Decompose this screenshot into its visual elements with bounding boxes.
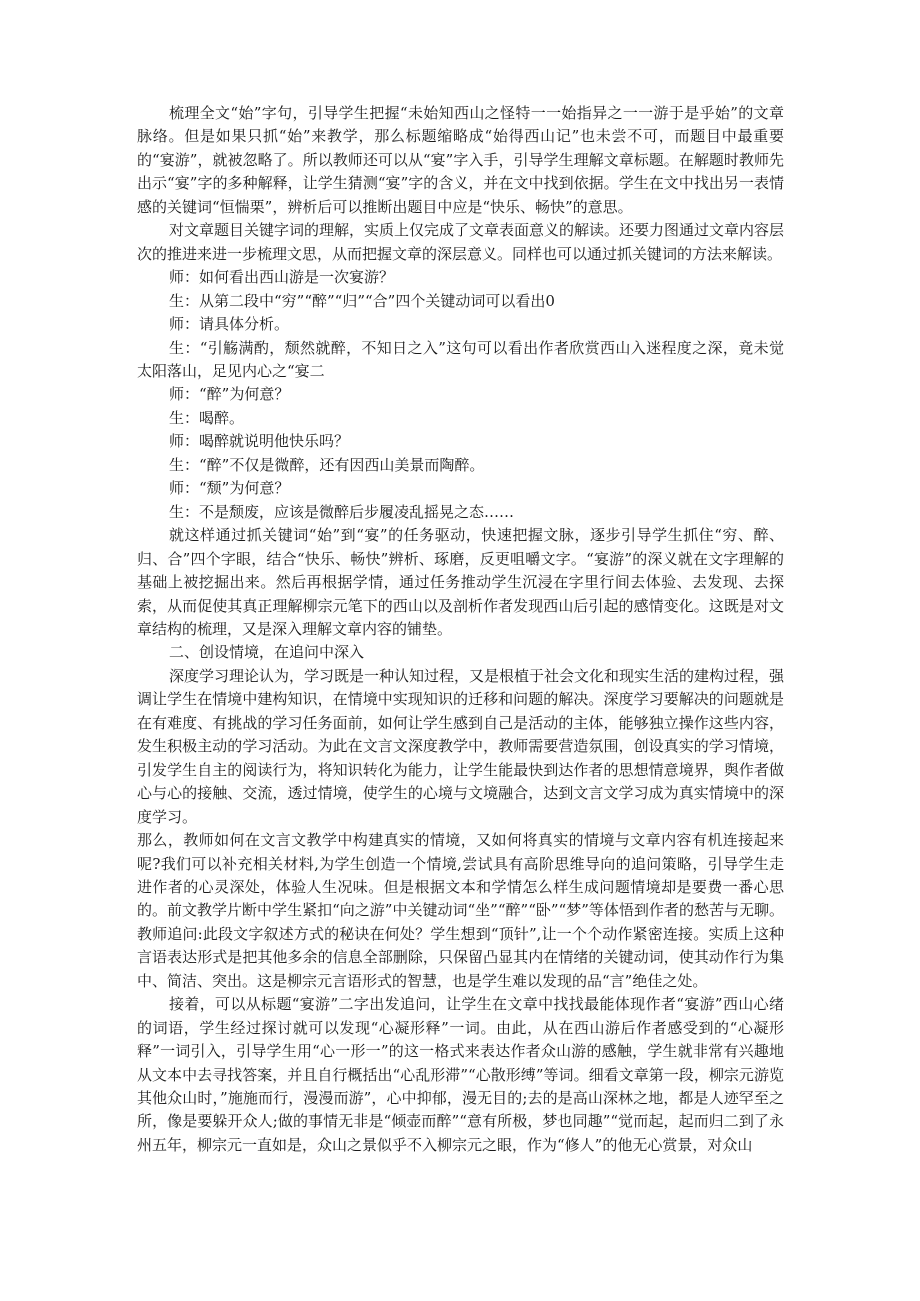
paragraph-follow-up: 接着，可以从标题“宴游”二字出发追问，让学生在文章中找找最能体现作者“宴游”西山心绪的词语，学生经过探讨就可以发现“心凝形释”一词。由此，从在西山游后作者感受到的“心凝形释”一词引入，引导学生用“心一形一”的这一格式来表达作者众山游的感触，学生就非常有兴趣地从文本中去寻找答案，并且自行概括出“心乱形滞”“心散形缚”等词。细看文章第一段，柳宗元游览其他众山时，”施施而行，漫漫而游”，心中抑郁，漫无目的;去的是高山深林之地，都是人迹罕至之所，像是要躲开众人;做的事情无非是“倾壶而醉”“意有所极，梦也同趣”“觉而起，起而归二到了永州五年，柳宗元一直如是，众山之景似乎不入柳宗元之眼，作为“修人”的他无心赏景，对众山 [137,995,784,1154]
dialogue-teacher-2: 师：请具体分析。 [169,315,290,334]
paragraph-deep-learning: 深度学习理论认为，学习既是一种认知过程，又是根植于社会文化和现实生活的建构过程，强调让学生在情境中建构知识，在情境中实现知识的迁移和问题的解决。深度学习要解决的问题就是在有难度、有挑战的学习任务面前，如何让学生感到自己是活动的主体，能够独立操作这些内容，发生积极主动的学习活动。为此在文言文深度教学中，教师需要营造氛围，创设真实的学习情境，引发学生自主的阅读行为，将知识转化为能力，让学生能最快到达作者的思想情意境界，舆作者做心与心的接触、交流，透过情境，使学生的心境与文境融合，达到文言文学习成为真实情境中的深度学习。 [137,666,785,826]
dialogue-student-2: 生：“引觞满酌，颓然就醉，不知日之入”这句可以看出作者欣赏西山入迷程度之深，竟未觉太阳落山，足见内心之“宴二 [137,338,784,380]
document-page [137,102,784,1157]
dialogue-student-5: 生：不是颓废，应该是微醉后步履凌乱摇晃之态…… [169,502,515,521]
dialogue-student-3: 生：喝醉。 [169,408,245,427]
dialogue-student-4: 生：“醉”不仅是微醉，还有因西山美景而陶醉。 [169,455,485,474]
dialogue-teacher-3: 师：“醉”为何意？ [169,385,290,404]
dialogue-teacher-1: 师：如何看出西山游是一次宴游？ [169,268,395,287]
dialogue-teacher-5: 师：“颓”为何意？ [169,479,290,498]
dialogue-teacher-4: 师：喝醉就说明他快乐吗？ [169,432,350,451]
paragraph-summary: 就这样通过抓关键词“始”到“宴”的任务驱动，快速把握文脉，逐步引导学生抓住“穷、醉、归、合”四个字眼，结合“快乐、畅快”辨析、琢磨，反更咀嚼文字。“宴游”的深义就在文字理解的基础上被挖掘出来。然后再根据学情，通过任务推动学生沉浸在字里行间去体验、去发现、去探索，从而促使其真正理解柳宗元笔下的西山以及剖析作者发现西山后引起的感情变化。这既是对文章结构的梳理，又是深入理解文章内容的铺垫。 [137,526,784,638]
paragraph-title-understanding: 对文章题目关键字词的理解，实质上仅完成了文章表面意义的解读。还要力图通过文章内容层次的推进来进一步梳理文思，从而把握文章的深层意义。同样也可以通过抓关键词的方法来解读。 [137,221,785,263]
section-heading: 二、创设情境，在追问中深入 [169,643,365,662]
paragraph-situation: 那么，教师如何在文言文教学中构建真实的情境，又如何将真实的情境与文章内容有机连接起来呢?我们可以补充相关材料,为学生创造一个情境,尝试具有高阶思维导向的追问策略，引导学生走进作者的心灵深处，体验人生况味。但是根据文本和学情怎么样生成问题情境却是要费一番心思的。前文教学片断中学生紧扣“向之游”中关键动词“坐”“醉”“卧”“梦”等体悟到作者的愁苦与无聊。教师追问:此段文字叙述方式的秘诀在何处？学生想到“顶针”,让一个个动作紧密连接。实质上这种言语表达形式是把其他多余的信息全部删除，只保留凸显其内在情绪的关键动词，使其动作行为集中、简洁、突出。这是柳宗元言语形式的智慧，也是学生难以发现的品“言”绝佳之处。 [137,831,784,990]
paragraph-shi-analysis: 梳理全文“始”字句，引导学生把握“未始知西山之怪特一一始指异之一一游于是乎始”的文章脉络。但是如果只抓“始”来教学，那么标题缩略成“始得西山记”也未尝不可，而题目中最重要的“宴游”，就被忽略了。所以教师还可以从“宴”字入手，引导学生理解文章标题。在解题时教师先出示“宴”字的多种解释，让学生猜测“宴”字的含义，并在文中找到依据。学生在文中找出另一表情感的关键词“恒惴栗”，辨析后可以推断出题目中应是“快乐、畅快”的意思。 [137,104,784,216]
dialogue-student-1: 生：从第二段中“穷”“醉”“归”“合”四个关键动词可以看出0 [169,291,555,310]
